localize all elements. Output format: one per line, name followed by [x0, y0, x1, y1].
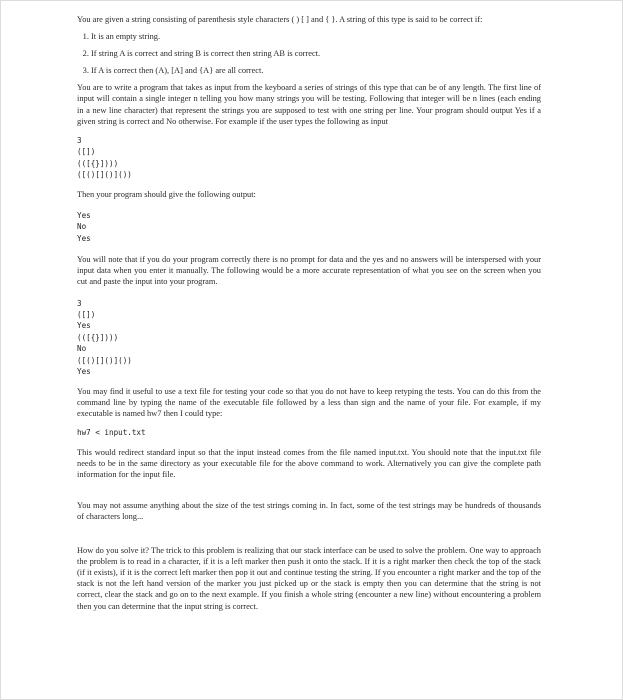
string-size-paragraph: You may not assume anything about the size of the test strings coming in. In fact, some of the test strings may be hundreds of thousands of characters long... — [77, 501, 541, 522]
solution-hint-paragraph: How do you solve it? The trick to this problem is realizing that our stack interface can be used to solve the problem. One way to approach the problem is to read in a character, if it is a left marker then push it onto the stack. If it is a right marker then check the top of the stack (if it exists), if it is the correct left marker then pop it out and continue testing the string. If you encounter a right marker and the top of the stack is not the left hand version of the marker you just picked up or the stack is empty then you can determine that the string is not correct, clear the stack and go on to the next example. If you finish a whole string (encounter a new line) without encountering a problem then you can determine that the input string is correct. — [77, 545, 541, 611]
output-example-code: Yes No Yes — [77, 210, 91, 243]
redirect-paragraph: This would redirect standard input so that the input instead comes from the file named input.txt. You should note that the input.txt file needs to be in the same directory as your executable file for the above command to work. Alternatively you can give the complete path information for the input file. — [77, 447, 541, 479]
output-intro-paragraph: Then your program should give the following output: — [77, 189, 256, 199]
document-content — [77, 14, 541, 612]
command-example-code: hw7 < input.txt — [77, 428, 146, 438]
correctness-rules-list — [77, 31, 541, 76]
rule-item: 2. If string A is correct and string B is correct then string AB is correct. — [91, 48, 541, 59]
input-example-code: 3 ([]) (([{}]))) ([()[]()]()) — [77, 136, 132, 180]
rule-item: 3. If A is correct then (A), [A] and {A} are all correct. — [91, 65, 541, 76]
interspersed-note-paragraph: You will note that if you do your program correctly there is no prompt for data and the yes and no answers will be interspersed with your input data when you enter it manually. The following would be a more accurate representation of what you see on the screen when you cut and paste the input into your program. — [77, 255, 541, 287]
program-description-paragraph: You are to write a program that takes as input from the keyboard a series of strings of this type that can be of any length. The first line of input will contain a single integer n telling you how many strings you will be testing. Following that integer will be n lines (each ending in a new line character) that represent the strings you are supposed to test with one string per line. Your program should output Yes if a given string is correct and No otherwise. For example if the user types the following as input — [77, 83, 541, 126]
text-file-paragraph: You may find it useful to use a text file for testing your code so that you do not have to keep retyping the tests. You can do this from the command line by typing the name of the executable file followed by a less than sign and the name of your file. For example, if my executable is named hw7 then I could type: — [77, 386, 541, 418]
interleaved-example-code: 3 ([]) Yes (([{}]))) No ([()[]()]()) Yes — [77, 298, 132, 377]
intro-paragraph: You are given a string consisting of parenthesis style characters ( ) [ ] and { }. A string of this type is said to be correct if: — [77, 15, 483, 24]
rule-item: 1. It is an empty string. — [91, 31, 541, 42]
